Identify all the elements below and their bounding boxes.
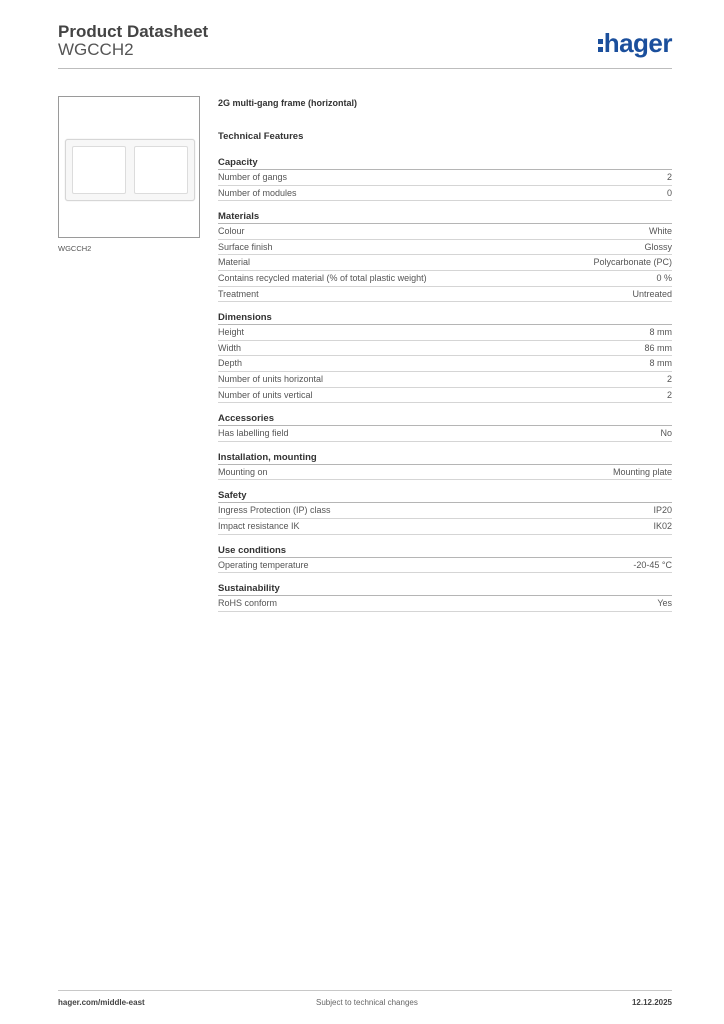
spec-row <box>218 465 672 481</box>
section-title: Accessories <box>218 412 672 426</box>
spec-label: Contains recycled material (% of total plastic weight) <box>218 272 427 283</box>
spec-row <box>218 170 672 186</box>
spec-label: Height <box>218 327 245 338</box>
spec-row <box>218 558 672 574</box>
spec-value: 2 <box>666 373 672 384</box>
spec-row <box>218 596 672 612</box>
spec-section <box>218 582 672 612</box>
section-title: Safety <box>218 489 672 503</box>
spec-value: Yes <box>657 598 672 609</box>
technical-features-title: Technical Features <box>218 131 304 142</box>
footer-note: Subject to technical changes <box>316 998 418 1007</box>
spec-row <box>218 255 672 271</box>
spec-section <box>218 311 672 403</box>
spec-section <box>218 210 672 302</box>
spec-content <box>218 96 672 621</box>
spec-value: IK02 <box>653 520 672 531</box>
spec-label: Mounting on <box>218 466 268 477</box>
spec-value: White <box>648 226 672 237</box>
frame-opening-right <box>134 146 188 194</box>
spec-value: IP20 <box>653 505 672 516</box>
spec-value: Glossy <box>644 241 672 252</box>
spec-value: -20-45 °C <box>633 559 672 570</box>
spec-value: 86 mm <box>644 342 672 353</box>
spec-row <box>218 240 672 256</box>
footer-date: 12.12.2025 <box>631 998 672 1007</box>
section-title: Dimensions <box>218 311 672 325</box>
spec-label: Width <box>218 342 242 353</box>
footer-divider <box>58 990 672 991</box>
frame-opening-left <box>72 146 126 194</box>
spec-row <box>218 503 672 519</box>
spec-value: 0 <box>666 187 672 198</box>
spec-section <box>218 412 672 442</box>
spec-row <box>218 271 672 287</box>
product-name: 2G multi-gang frame (horizontal) <box>218 98 358 108</box>
spec-row <box>218 186 672 202</box>
spec-label: Surface finish <box>218 241 273 252</box>
spec-label: Number of gangs <box>218 172 288 182</box>
spec-label: Operating temperature <box>218 559 309 570</box>
spec-label: Depth <box>218 358 243 369</box>
image-caption: WGCCH2 <box>58 244 92 253</box>
frame-illustration <box>65 139 195 201</box>
footer-website: hager.com/middle-east <box>58 998 145 1007</box>
section-title: Installation, mounting <box>218 451 672 465</box>
spec-value: 2 <box>666 389 672 400</box>
spec-row <box>218 356 672 372</box>
spec-label: Material <box>218 257 251 268</box>
spec-row <box>218 388 672 404</box>
spec-value: 0 % <box>656 272 672 283</box>
spec-row <box>218 341 672 357</box>
product-code: WGCCH2 <box>58 40 134 59</box>
spec-section <box>218 156 672 201</box>
spec-label: Has labelling field <box>218 428 289 439</box>
spec-label: Impact resistance IK <box>218 520 300 531</box>
page-title: Product Datasheet <box>58 22 209 41</box>
header-divider <box>58 68 672 69</box>
spec-value: Polycarbonate (PC) <box>593 257 672 268</box>
spec-section <box>218 451 672 481</box>
spec-label: Number of units vertical <box>218 389 313 400</box>
hager-logo <box>598 28 672 59</box>
spec-row <box>218 325 672 341</box>
spec-sections <box>218 156 672 612</box>
spec-row <box>218 224 672 240</box>
logo-dots-icon <box>598 36 603 55</box>
section-title: Use conditions <box>218 544 672 558</box>
section-title: Materials <box>218 210 672 224</box>
spec-label: Treatment <box>218 288 259 299</box>
spec-value: No <box>660 428 672 439</box>
spec-row <box>218 519 672 535</box>
spec-section <box>218 544 672 574</box>
product-image <box>58 96 200 238</box>
spec-label: Number of modules <box>218 187 297 198</box>
spec-value: 2 <box>666 172 672 182</box>
spec-row <box>218 426 672 442</box>
section-title: Capacity <box>218 156 672 170</box>
spec-value: Untreated <box>632 288 672 299</box>
spec-label: Colour <box>218 226 245 237</box>
section-title: Sustainability <box>218 582 672 596</box>
spec-label: RoHS conform <box>218 598 278 609</box>
spec-section <box>218 489 672 534</box>
spec-value: 8 mm <box>649 358 672 369</box>
spec-row <box>218 287 672 303</box>
spec-value: Mounting plate <box>612 466 672 477</box>
spec-value: 8 mm <box>649 327 672 338</box>
spec-label: Ingress Protection (IP) class <box>218 505 331 516</box>
spec-label: Number of units horizontal <box>218 373 324 384</box>
spec-row <box>218 372 672 388</box>
logo-text: hager <box>603 28 672 58</box>
